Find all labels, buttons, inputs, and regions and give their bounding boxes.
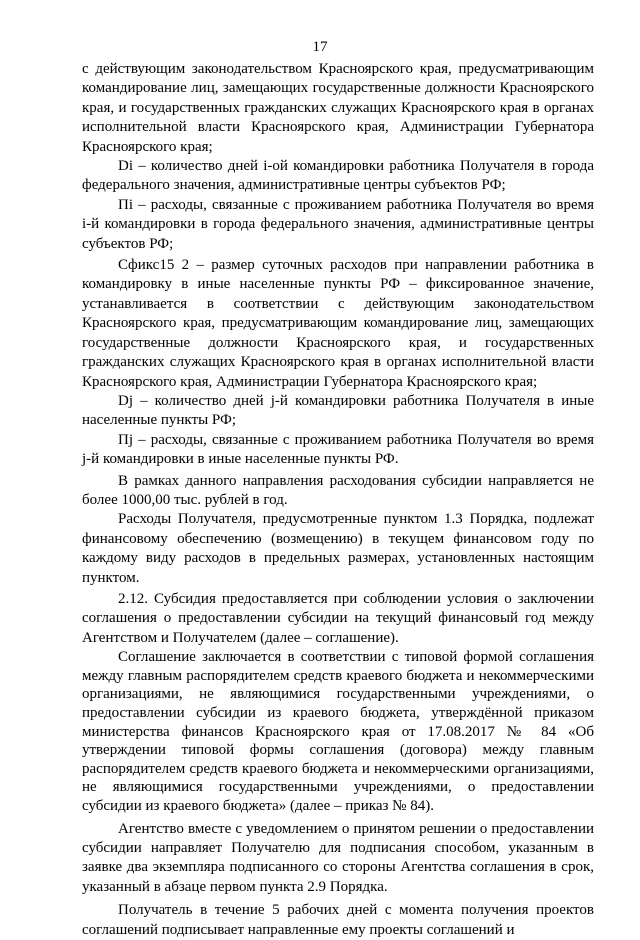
paragraph-agency: Агентство вместе с уведомлением о принятом решении о предоставлении субсидии направляет Получателю для подписания способом, указанным в заявке два экземпляра подписанного со стороны Агентства соглашения в срок, указанный в абзаце первом пункта 2.9 Порядка.: [82, 820, 594, 895]
paragraph-expenses: Расходы Получателя, предусмотренные пунктом 1.3 Порядка, подлежат финансовому обеспечению (возмещению) в текущем финансовом году по каждому виду расходов в предельных размерах, установленных настоящим пунктом.: [82, 511, 594, 586]
page-number: 17: [312, 39, 328, 55]
paragraph-pj-definition: Пj – расходы, связанные с проживанием работника Получателя во время j-й командировки в иные населенные пункты РФ.: [82, 431, 594, 468]
paragraph-agreement: Соглашение заключается в соответствии с типовой формой соглашения между главным распорядителем средств краевого бюджета и некоммерческими организациями, не являющимися государственными учреждениями, о предоставлении субсидии из краевого бюджета, утверждённой приказом министерства финансов Красноярского края от 17.08.2017 № 84 «Об утверждении типовой формы соглашения (договора) между главным распорядителем средств краевого бюджета и некоммерческими организациями, не являющимися государственными учреждениями, о предоставлении субсидии из краевого бюджета» (далее – приказ № 84).: [82, 649, 594, 814]
paragraph-2-12: 2.12. Субсидия предоставляется при соблюдении условия о заключении соглашения о предоставлении субсидии на текущий финансовый год между Агентством и Получателем (далее – соглашение).: [82, 590, 594, 646]
paragraph-continuation: с действующим законодательством Красноярского края, предусматривающим командирование лиц, замещающих государственные должности Красноярского края, и государственных гражданских служащих Красноярского края в органах исполнительной власти Красноярского края, Администрации Губернатора Красноярского края;: [82, 61, 594, 155]
document-body: [82, 60, 594, 940]
paragraph-pi-definition: Пi – расходы, связанные с проживанием работника Получателя во время i-й командировки в города федерального значения, административные центры субъектов РФ;: [82, 196, 594, 252]
paragraph-di-definition: Di – количество дней i-ой командировки работника Получателя в города федерального значения, административные центры субъектов РФ;: [82, 158, 594, 194]
paragraph-dj-definition: Dj – количество дней j-й командировки работника Получателя в иные населенные пункты РФ;: [82, 392, 594, 429]
paragraph-limit: В рамках данного направления расходования субсидии направляется не более 1000,00 тыс. рублей в год.: [82, 472, 594, 508]
paragraph-recipient: Получатель в течение 5 рабочих дней с момента получения проектов соглашений подписывает направленные ему проекты соглашений и: [82, 902, 594, 938]
paragraph-cfix-definition: Cфикс15 2 – размер суточных расходов при направлении работника в командировку в иные населенные пункты РФ – фиксированное значение, устанавливается в соответствии с действующим законодательством Красноярского края, предусматривающим командирование лиц, замещающих государственные должности Красноярского края, и государственных гражданских служащих Красноярского края в органах исполнительной власти Красноярского края, Администрации Губернатора Красноярского края;: [82, 257, 594, 390]
